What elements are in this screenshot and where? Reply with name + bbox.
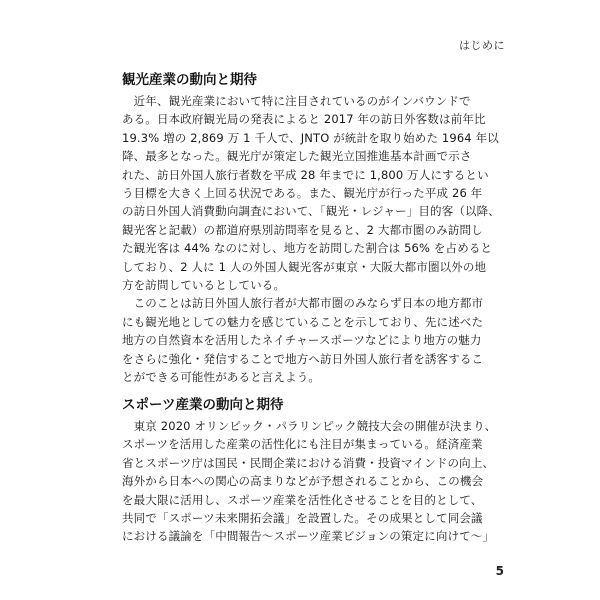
body-line: 降、最多となった。観光庁が策定した観光立国推進基本計画で示さ [122, 149, 472, 164]
section-sports [122, 395, 497, 546]
section-heading-tourism: 観光産業の動向と期待 [122, 72, 257, 88]
body-line: をさらに強化・発信することで地方へ訪日外国人旅行者を誘客するこ [122, 351, 484, 366]
body-line: 東京 2020 オリンピック・パラリンピック競技大会の開催が決まり、 [122, 419, 497, 433]
page-number: 5 [495, 564, 504, 578]
body-line: における議論を「中間報告～スポーツ産業ビジョンの策定に向けて～」 [122, 529, 495, 544]
running-head: はじめに [459, 39, 505, 52]
section-tourism [122, 70, 500, 387]
body-line: スポーツを活用した産業の活性化にも注目が集まっている。経済産業 [122, 437, 483, 452]
body-line: とができる可能性があると言えよう。 [122, 370, 321, 385]
body-line: 海外から日本への関心の高まりなどが予想されることから、この機会 [122, 474, 484, 489]
body-line: このことは訪日外国人旅行者が大都市圏のみならず日本の地方都市 [122, 296, 484, 311]
body-line: 観光客と記載）の都道府県別訪問率を見ると、2 大都市圏のみ訪問し [122, 222, 483, 237]
body-line: た観光客は 44% なのに対し、地方を訪問した割合は 56% を占めると [122, 241, 493, 256]
body-line: 近年、観光産業において特に注目されているのがインバウンドで [122, 94, 471, 108]
body-line: にも観光地としての魅力を感じていることを示しており、先に述べた [122, 314, 484, 329]
body-line: う目標を大きく上回る状況である。また、観光庁が行った平成 26 年 [122, 186, 483, 201]
body-line: 地方の自然資本を活用したネイチャースポーツなどにより地方の魅力 [122, 333, 482, 348]
body-line: れた、訪日外国人旅行者数を平成 28 年までに 1,800 万人にするとい [122, 167, 489, 182]
body-line: の訪日外国人消費動向調査において、「観光・レジャー」目的客（以降、 [122, 204, 500, 219]
body-line: 19.3% 増の 2,869 万 1 千人で、JNTO が統計を取り始めた 1964 年以 [122, 130, 499, 145]
body-line: 方を訪問しているとしている。 [122, 278, 286, 293]
body-line: ある。日本政府観光局の発表によると 2017 年の訪日外客数は前年比 [122, 112, 486, 127]
body-line: しており、2 人に 1 人の外国人観光客が東京・大阪大都市圏以外の地 [122, 259, 487, 274]
section-heading-sports: スポーツ産業の動向と期待 [122, 397, 284, 413]
body-line: 共同で「スポーツ未来開拓会議」を設置した。その成果として同会議 [122, 511, 483, 526]
body-line: 省とスポーツ庁は国民・民間企業における消費・投資マインドの向上、 [122, 455, 495, 470]
body-line: を最大限に活用し、スポーツ産業を活性化させることを目的として、 [122, 492, 483, 507]
